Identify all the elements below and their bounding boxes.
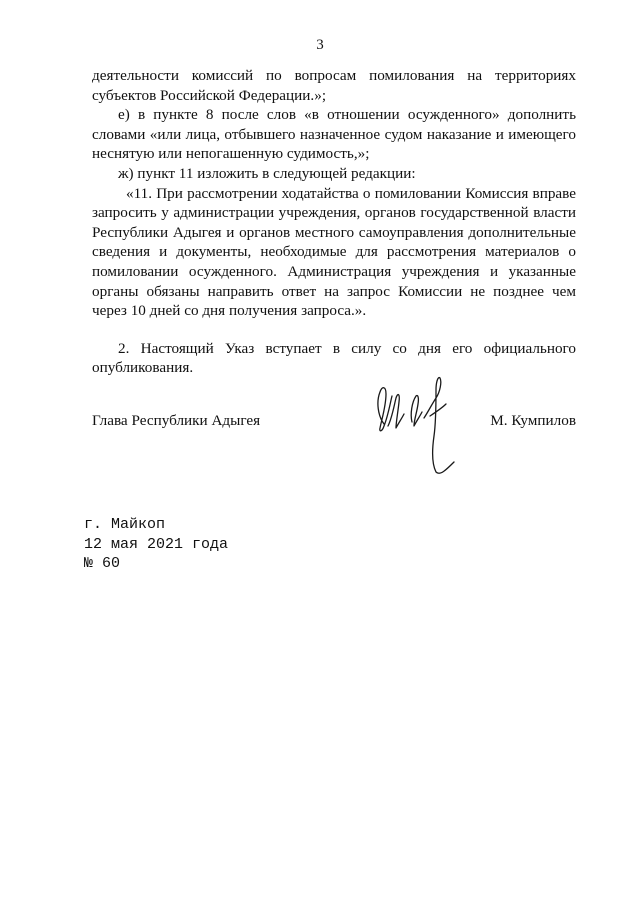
paragraph-item-e: е) в пункте 8 после слов «в отношении осужденного» дополнить словами «или лица, отбывшего назначенное судом наказание и имеющего неснятую или непогашенную судимость,»; — [92, 106, 576, 163]
document-body — [92, 66, 576, 378]
paragraph-effective: 2. Настоящий Указ вступает в силу со дня его официального опубликования. — [92, 339, 576, 377]
document-footer — [84, 515, 228, 574]
paragraph-item-zh: ж) пункт 11 изложить в следующей редакции: — [118, 164, 416, 182]
paragraph-gap — [92, 321, 576, 339]
paragraph-continuation: деятельности комиссий по вопросам помилования на территориях субъектов Российской Федерации.»; — [92, 67, 576, 104]
handwritten-signature — [366, 372, 476, 484]
footer-city: г. Майкоп — [84, 516, 166, 533]
page-number: 3 — [316, 37, 324, 53]
footer-date: 12 мая 2021 года — [84, 535, 229, 553]
signatory-name: М. Кумпилов — [490, 412, 576, 429]
signatory-title: Глава Республики Адыгея — [92, 412, 261, 429]
paragraph-quote-11: «11. При рассмотрении ходатайства о помиловании Комиссия вправе запросить у администрации учреждения, органов государственной власти Республики Адыгея и органов местного самоуправления дополнительные сведения и документы, необходимые для рассмотрения материалов о помиловании осужденного. Администрация учреждения и указанные органы обязаны направить ответ на запрос Комиссии не позднее чем через 10 дней со дня получения запроса.». — [92, 184, 576, 320]
footer-number: № 60 — [84, 555, 121, 572]
signature-row — [92, 412, 576, 436]
